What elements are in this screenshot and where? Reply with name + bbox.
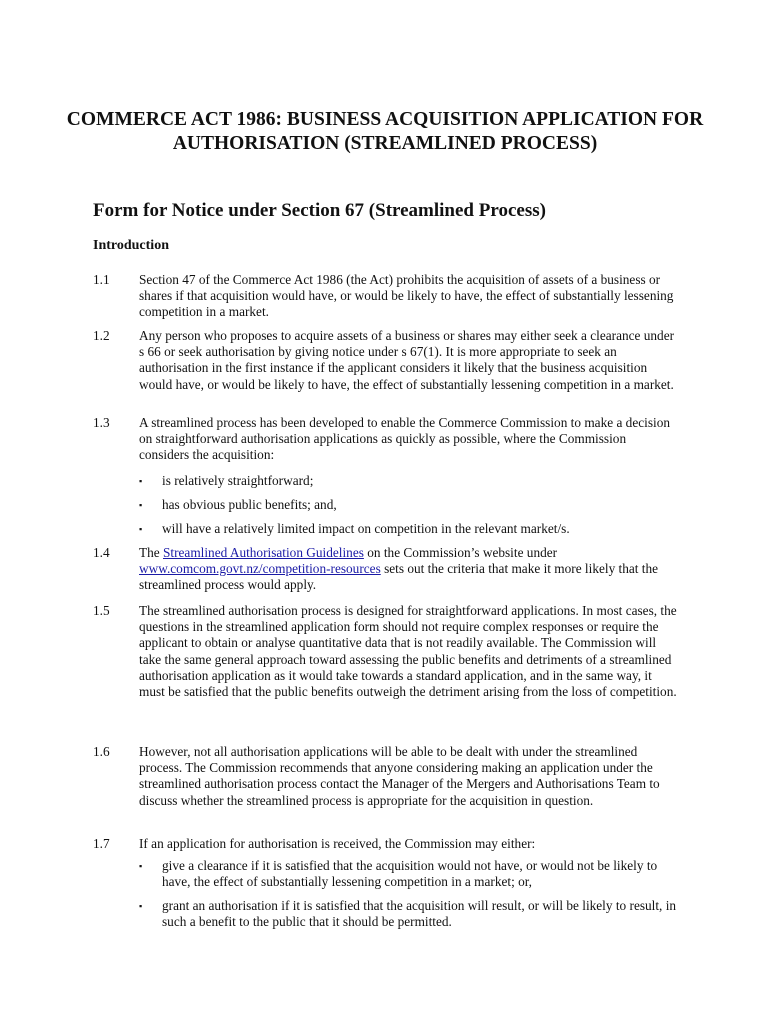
text-span: sets out the criteria that make it more likely that the streamlined process would apply. [139,561,659,593]
paragraph-text: However, not all authorisation applications will be able to be dealt with under the streamlined process. The Commission recommends that anyone considering making an application under the streamlined authorisation process contact the Manager of the Mergers and Authorisations Team to discuss whether the streamlined process is appropriate for the acquisition in question. [139,744,660,808]
paragraph-number: 1.2 [93,328,110,343]
bullet-square-icon: ▪ [139,901,143,911]
paragraph-number: 1.4 [93,545,110,560]
paragraph-number: 1.5 [93,603,110,618]
bullet-square-icon: ▪ [139,861,143,871]
list-item-text: has obvious public benefits; and, [162,497,337,512]
bullet-square-icon: ▪ [139,476,143,486]
list-item [139,898,679,930]
paragraph-text: A streamlined process has been developed to enable the Commerce Commission to make a decision on straightforward authorisation applications as quickly as possible, where the Commission considers the acquisition: [139,415,670,463]
paragraph-1-4 [93,545,683,594]
form-subtitle: Form for Notice under Section 67 (Streamlined Process) [93,200,546,221]
paragraph-1-5 [93,603,683,700]
section-heading-introduction: Introduction [93,238,169,253]
paragraph-text: The streamlined authorisation process is designed for straightforward applications. In most cases, the questions in the streamlined application form should not require complex responses or require the applicant to obtain or analyse quantitative data that is not readily available. The Commission will take the same general approach toward assessing the public benefits and detriments of a streamlined authorisation application as it would take towards a standard application, and in the same way, it must be satisfied that the public benefits outweigh the detriment arising from the loss of competition. [139,603,677,700]
paragraph-number: 1.6 [93,744,110,759]
paragraph-1-1 [93,272,683,321]
list-item-text: will have a relatively limited impact on competition in the relevant market/s. [162,521,570,536]
paragraph-text: Any person who proposes to acquire assets of a business or shares may either seek a clearance under s 66 or seek authorisation by giving notice under s 67(1). It is more appropriate to seek an authorisation in the first instance if the applicant considers it likely that the business acquisition would have, or would be likely to have, the effect of substantially lessening competition in a market. [139,328,675,392]
paragraph-text [139,545,679,594]
bullet-square-icon: ▪ [139,524,143,534]
list-item [139,497,679,513]
paragraph-1-7 [93,836,683,852]
text-span: on the Commission’s website under [363,545,558,560]
paragraph-text: Section 47 of the Commerce Act 1986 (the Act) prohibits the acquisition of assets of a business or shares if that acquisition would have, or would be likely to have, the effect of substantially lessening competition in a market. [139,272,674,320]
paragraph-1-3 [93,415,683,464]
list-item [139,521,679,537]
list-item-text: grant an authorisation if it is satisfied that the acquisition will result, or will be likely to result, in such a benefit to the public that it should be permitted. [162,898,677,930]
competition-resources-link[interactable]: www.comcom.govt.nz/competition-resources [139,561,381,577]
list-item-text: give a clearance if it is satisfied that the acquisition would not have, or would not be likely to have, the effect of substantially lessening competition in a market; or, [162,858,658,890]
document-title: COMMERCE ACT 1986: BUSINESS ACQUISITION APPLICATION FOR AUTHORISATION (STREAMLINED PROCESS) [66,109,704,154]
list-item [139,858,679,890]
bullet-square-icon: ▪ [139,500,143,510]
text-span: The [139,545,163,560]
list-item [139,473,679,489]
paragraph-number: 1.3 [93,415,110,430]
paragraph-number: 1.7 [93,836,110,851]
list-item-text: is relatively straightforward; [162,473,314,488]
paragraph-1-6 [93,744,683,809]
paragraph-number: 1.1 [93,272,110,287]
guidelines-link[interactable]: Streamlined Authorisation Guidelines [163,545,364,560]
paragraph-1-2 [93,328,683,393]
paragraph-text: If an application for authorisation is received, the Commission may either: [139,836,536,851]
